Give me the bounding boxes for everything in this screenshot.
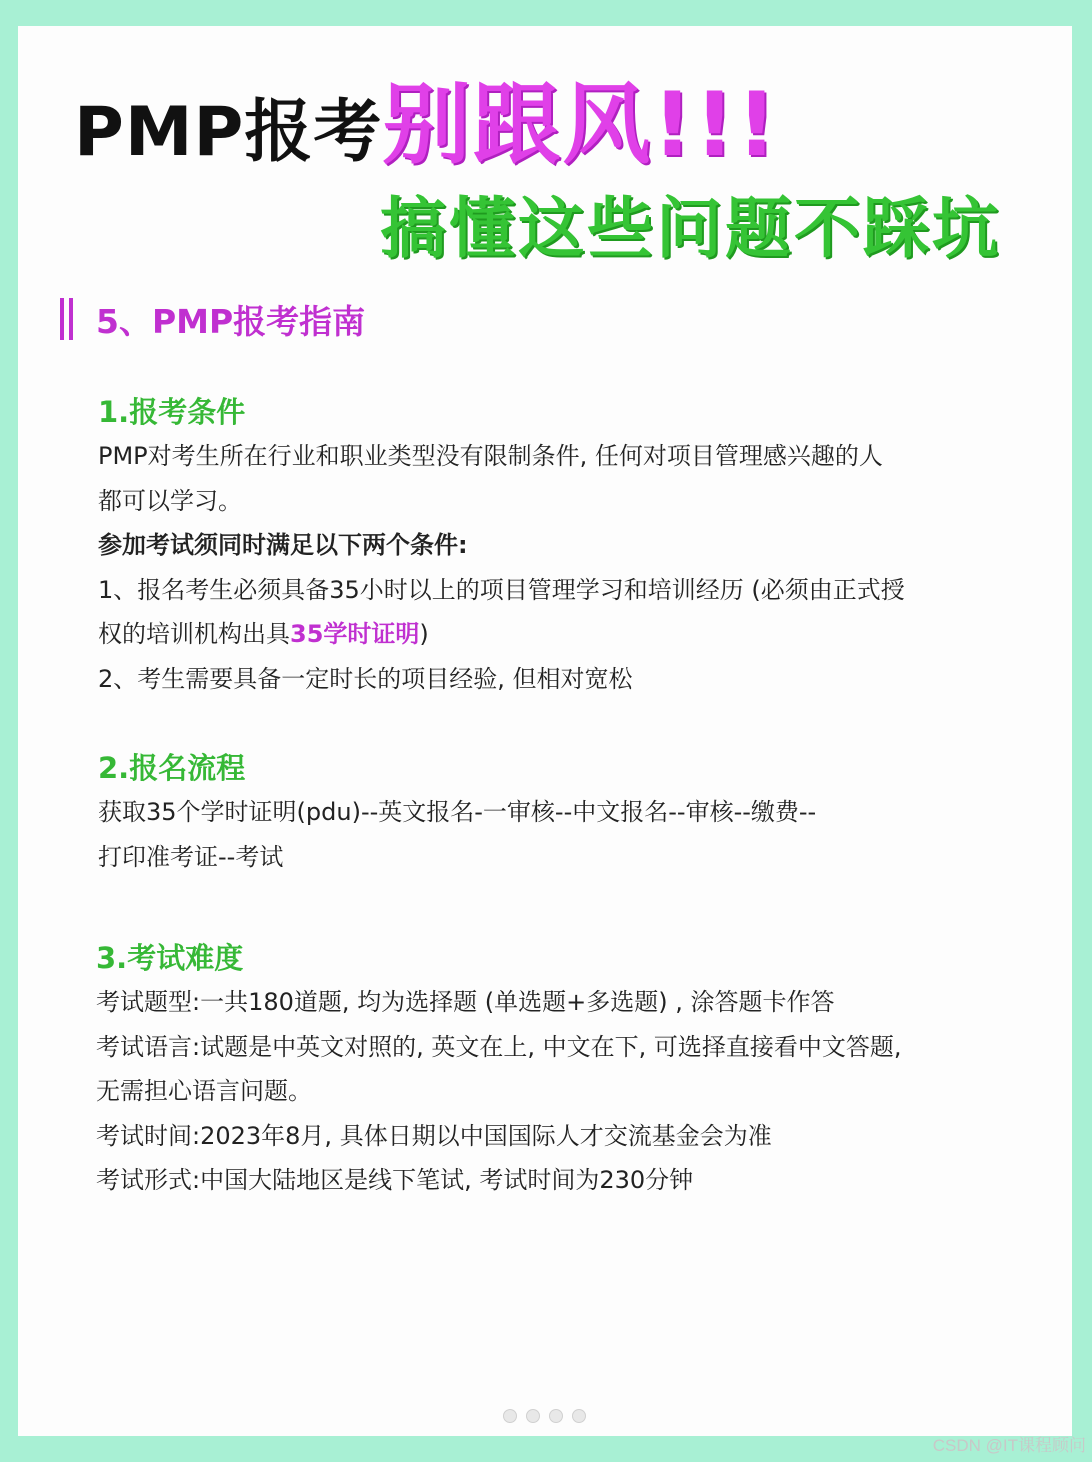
section-title: 5、PMP报考指南 bbox=[96, 301, 366, 341]
subtitle: 搞懂这些问题不踩坑 bbox=[380, 190, 1001, 267]
requirements-line-4-pre: 权的培训机构出具 bbox=[98, 620, 290, 648]
requirements-heading: 1.报考条件 bbox=[98, 395, 246, 429]
section-header bbox=[60, 296, 365, 342]
requirements-line-4-post: ) bbox=[419, 620, 429, 648]
main-title bbox=[74, 73, 779, 176]
poster-card bbox=[18, 26, 1072, 1436]
requirements-line-4 bbox=[98, 612, 1038, 657]
main-title-black: PMP报考 bbox=[74, 93, 383, 172]
requirements-line-2: 都可以学习。 bbox=[98, 486, 242, 515]
difficulty-heading: 3.考试难度 bbox=[96, 941, 244, 975]
requirements-block bbox=[98, 390, 1038, 701]
requirements-line-5: 2、考生需要具备一定时长的项目经验, 但相对宽松 bbox=[98, 664, 633, 693]
difficulty-line-5: 考试形式:中国大陆地区是线下笔试, 考试时间为230分钟 bbox=[96, 1166, 694, 1194]
process-line-1: 获取35个学时证明(pdu)--英文报名-一审核--中文报名--审核--缴费-- bbox=[98, 798, 817, 826]
requirements-highlight: 35学时证明 bbox=[290, 620, 420, 648]
requirements-line-1: PMP对考生所在行业和职业类型没有限制条件, 任何对项目管理感兴趣的人 bbox=[98, 442, 883, 470]
section-bar-left bbox=[60, 298, 64, 340]
requirements-bold-line: 参加考试须同时满足以下两个条件: bbox=[98, 531, 468, 559]
difficulty-line-1: 考试题型:一共180道题, 均为选择题 (单选题+多选题) , 涂答题卡作答 bbox=[96, 988, 835, 1016]
requirements-line-3: 1、报名考生必须具备35小时以上的项目管理学习和培训经历 (必须由正式授 bbox=[98, 575, 905, 604]
difficulty-block bbox=[96, 936, 1036, 1203]
carousel-dot-3[interactable] bbox=[549, 1409, 563, 1423]
section-bar-right bbox=[69, 298, 73, 340]
process-block bbox=[98, 746, 1038, 879]
difficulty-line-3: 无需担心语言问题。 bbox=[96, 1077, 312, 1105]
carousel-dots[interactable] bbox=[503, 1409, 586, 1423]
carousel-dot-4[interactable] bbox=[572, 1409, 586, 1423]
process-line-2: 打印准考证--考试 bbox=[98, 842, 284, 871]
process-heading: 2.报名流程 bbox=[98, 751, 246, 785]
carousel-dot-2[interactable] bbox=[526, 1409, 540, 1423]
watermark: CSDN @IT课程顾问 bbox=[932, 1436, 1086, 1455]
difficulty-line-2: 考试语言:试题是中英文对照的, 英文在上, 中文在下, 可选择直接看中文答题, bbox=[96, 1032, 902, 1061]
main-title-pink: 别跟风!!! bbox=[382, 73, 779, 176]
difficulty-line-4: 考试时间:2023年8月, 具体日期以中国国际人才交流基金会为准 bbox=[96, 1121, 772, 1150]
carousel-dot-1[interactable] bbox=[503, 1409, 517, 1423]
